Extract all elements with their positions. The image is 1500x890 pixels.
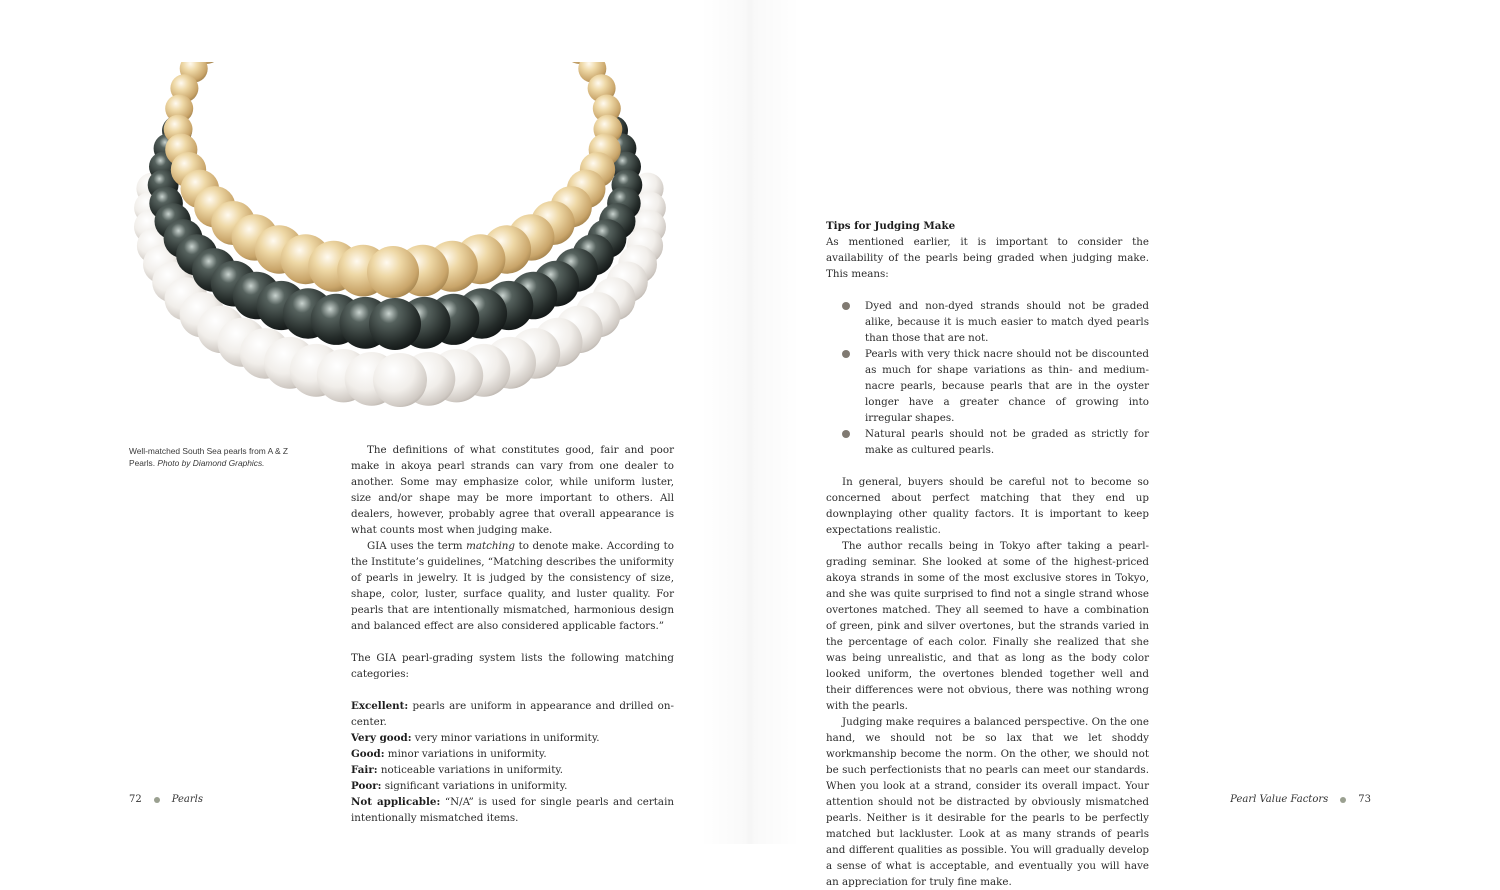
page-number: 73 <box>1358 794 1371 805</box>
caption-credit: Photo by Diamond Graphics. <box>157 458 265 468</box>
category-item: Not applicable: “N/A” is used for single pearls and certain intentionally mismatched items. <box>351 796 675 824</box>
folio-dot-icon <box>1340 797 1346 803</box>
pearl <box>367 246 419 298</box>
paragraph-categories-intro: The GIA pearl-grading system lists the following matching categories: <box>351 652 674 680</box>
paragraph-balanced-perspective: Judging make requires a balanced perspective. On the one hand, we should not be so lax that we let shoddy workmanship become the norm. On the other, we should not be such perfectionists that no pearls can meet our standards. When you look at a strand, consider its overall impact. Your attention should not be distracted by obviously mismatched pearls. Neither is it desirable for the pearls to be perfectly matched but lackluster. Look at as many strands of pearls and different qualities as possible. You will gradually develop a sense of what is acceptable, and eventually you will have an appreciation for truly fine make. <box>826 716 1149 888</box>
category-item: Poor: significant variations in uniformity. <box>351 780 568 792</box>
paragraph-tokyo-anecdote: The author recalls being in Tokyo after taking a pearl-grading seminar. She looked at some of the highest-priced akoya strands in some of the most exclusive stores in Tokyo, and she was quite surprised to find not a single strand whose overtones matched. They all seemed to have a combination of green, pink and silver overtones, but the strands varied in the percentage of each color. Finally she realized that she was being unrealistic, and that as long as the body color looked uniform, the overtones blended together well and their differences were not obvious, there was nothing wrong with the pearls. <box>826 540 1149 712</box>
category-item: Good: minor variations in uniformity. <box>351 748 547 760</box>
paragraph-gia-matching: GIA uses the term matching to denote make. According to the Institute’s guidelines, “Matching describes the uniformity of pearls in jewelry. It is judged by the consistency of size, shape, color, luster, surface quality, and luster quality. For pearls that are intentionally mismatched, harmonious design and balanced effect are also considered applicable factors.” <box>351 540 674 632</box>
folio-dot-icon <box>154 797 160 803</box>
section-heading: Tips for Judging Make <box>826 220 956 232</box>
category-item: Excellent: pearls are uniform in appearance and drilled on-center. <box>351 700 674 728</box>
term-matching: matching <box>466 540 516 552</box>
paragraph-perfect-matching: In general, buyers should be careful not to become so concerned about perfect matching that they end up downplaying other quality factors. It is important to keep expectations realistic. <box>826 476 1149 536</box>
left-text-column <box>351 442 674 826</box>
bullet-item: Natural pearls should not be graded as strictly for make as cultured pearls. <box>826 426 1149 458</box>
pearl <box>373 353 427 407</box>
bullet-dot-icon <box>842 350 850 358</box>
running-head: Pearls <box>171 794 204 805</box>
paragraph-make-definitions: The definitions of what constitutes good, fair and poor make in akoya pearl strands can vary from one dealer to another. Some may emphasize color, while uniform luster, size and/or shape may be more important to others. All dealers, however, probably agree that overall appearance is what counts most when judging make. <box>351 444 674 536</box>
pearl-strands-photo <box>125 62 680 417</box>
paragraph-tips-intro: As mentioned earlier, it is important to consider the availability of the pearls being graded when judging make. This means: <box>826 236 1149 280</box>
left-page-footer <box>129 793 203 807</box>
category-item: Fair: noticeable variations in uniformity. <box>351 764 564 776</box>
category-item: Very good: very minor variations in uniformity. <box>351 732 600 744</box>
caption-text: Well-matched South Sea pearls from A & Z Pearls. <box>129 446 289 468</box>
right-text-column <box>826 218 1149 890</box>
bullet-item: Dyed and non-dyed strands should not be graded alike, because it is much easier to match dyed pearls than those that are not. <box>826 298 1149 346</box>
tips-bullet-list <box>826 298 1149 458</box>
photo-caption <box>129 445 309 469</box>
page-number: 72 <box>129 794 142 805</box>
bullet-item: Pearls with very thick nacre should not be discounted as much for shape variations as thin- and medium-nacre pearls, because pearls that are in the oyster longer have a greater chance of growing into irregular shapes. <box>826 346 1149 426</box>
right-page-footer <box>1230 793 1371 807</box>
pearl <box>369 298 421 350</box>
bullet-dot-icon <box>842 430 850 438</box>
bullet-dot-icon <box>842 302 850 310</box>
running-head: Pearl Value Factors <box>1230 794 1329 805</box>
matching-categories-list <box>351 698 674 826</box>
book-gutter <box>700 0 800 844</box>
